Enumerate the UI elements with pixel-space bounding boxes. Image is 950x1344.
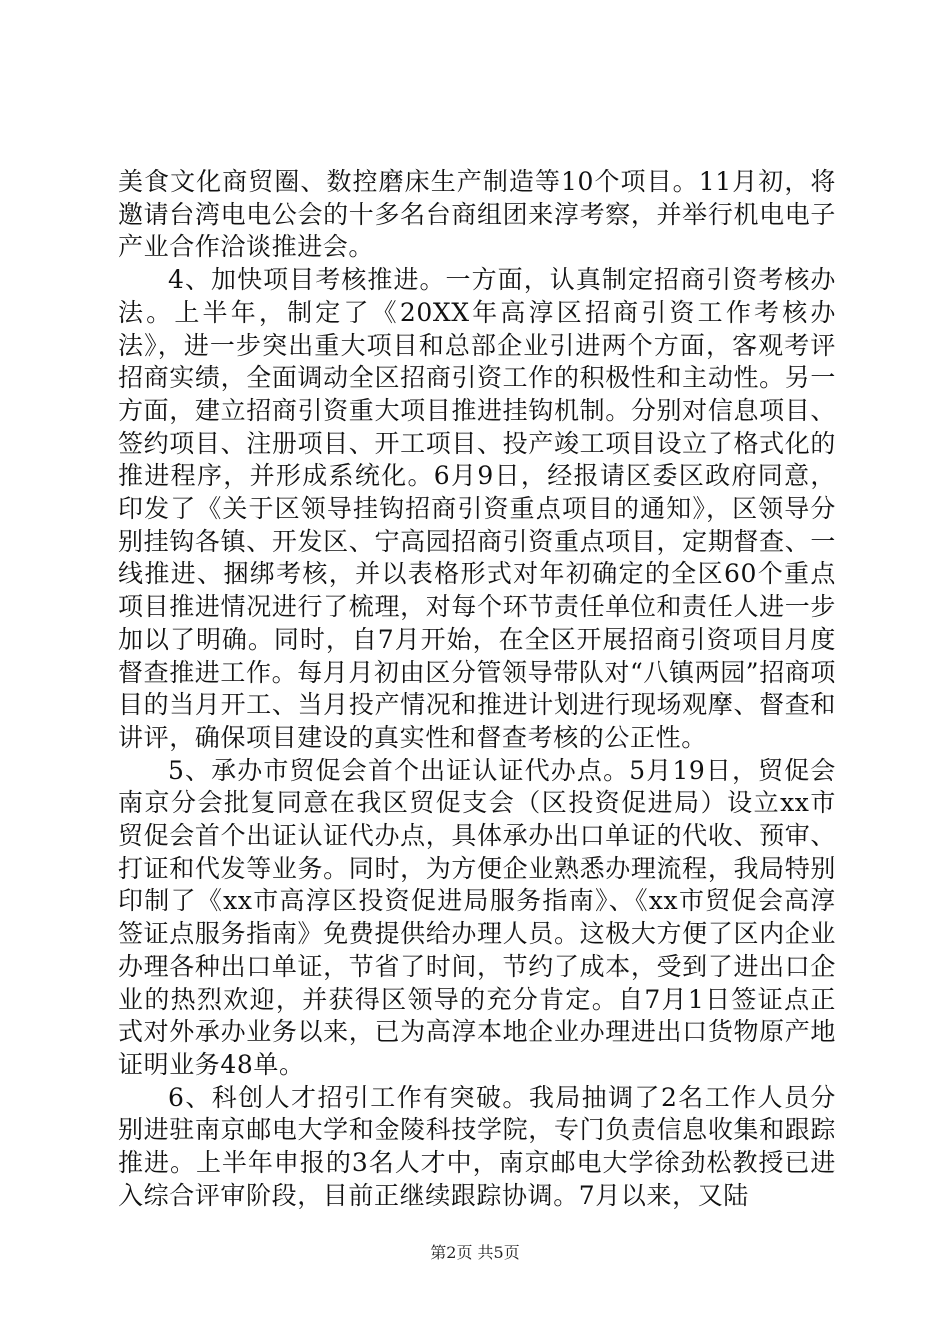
paragraph-item-5: 5、承办市贸促会首个出证认证代办点。5月19日，贸促会南京分会批复同意在我区贸促支会（区投资促进局）设立xx市贸促会首个出证认证代办点，具体承办出口单证的代收、预审、打证和代发等业务。同时，为方便企业熟悉办理流程，我局特别印制了《xx市高淳区投资促进局服务指南》、《xx市贸促会高淳签证点服务指南》免费提供给办理人员。这极大方便了区内企业办理各种出口单证，节省了时间，节约了成本，受到了进出口企业的热烈欢迎，并获得区领导的充分肯定。自7月1日签证点正式对外承办业务以来，已为高淳本地企业办理进出口货物原产地证明业务48单。 — [118, 755, 836, 1079]
document-body — [118, 166, 836, 1213]
paragraph-item-6: 6、科创人才招引工作有突破。我局抽调了2名工作人员分别进驻南京邮电大学和金陵科技学院，专门负责信息收集和跟踪推进。上半年申报的3名人才中，南京邮电大学徐劲松教授已进入综合评审阶段，目前正继续跟踪协调。7月以来，又陆 — [118, 1082, 836, 1210]
page-number-footer: 第2页 共5页 — [430, 1243, 520, 1262]
paragraph-item-4: 4、加快项目考核推进。一方面，认真制定招商引资考核办法。上半年，制定了《20XX年高淳区招商引资工作考核办法》，进一步突出重大项目和总部企业引进两个方面，客观考评招商实绩，全面调动全区招商引资工作的积极性和主动性。另一方面，建立招商引资重大项目推进挂钩机制。分别对信息项目、签约项目、注册项目、开工项目、投产竣工项目设立了格式化的推进程序，并形成系统化。6月9日，经报请区委区政府同意，印发了《关于区领导挂钩招商引资重点项目的通知》，区领导分别挂钩各镇、开发区、宁高园招商引资重点项目，定期督查、一线推进、捆绑考核，并以表格形式对年初确定的全区60个重点项目推进情况进行了梳理，对每个环节责任单位和责任人进一步加以了明确。同时，自7月开始，在全区开展招商引资项目月度督查推进工作。每月月初由区分管领导带队对“八镇两园”招商项目的当月开工、当月投产情况和推进计划进行现场观摩、督查和讲评，确保项目建设的真实性和督查考核的公正性。 — [118, 265, 836, 752]
paragraph-continued: 美食文化商贸圈、数控磨床生产制造等10个项目。11月初，将邀请台湾电电公会的十多名台商组团来淳考察，并举行机电电子产业合作洽谈推进会。 — [118, 167, 836, 262]
